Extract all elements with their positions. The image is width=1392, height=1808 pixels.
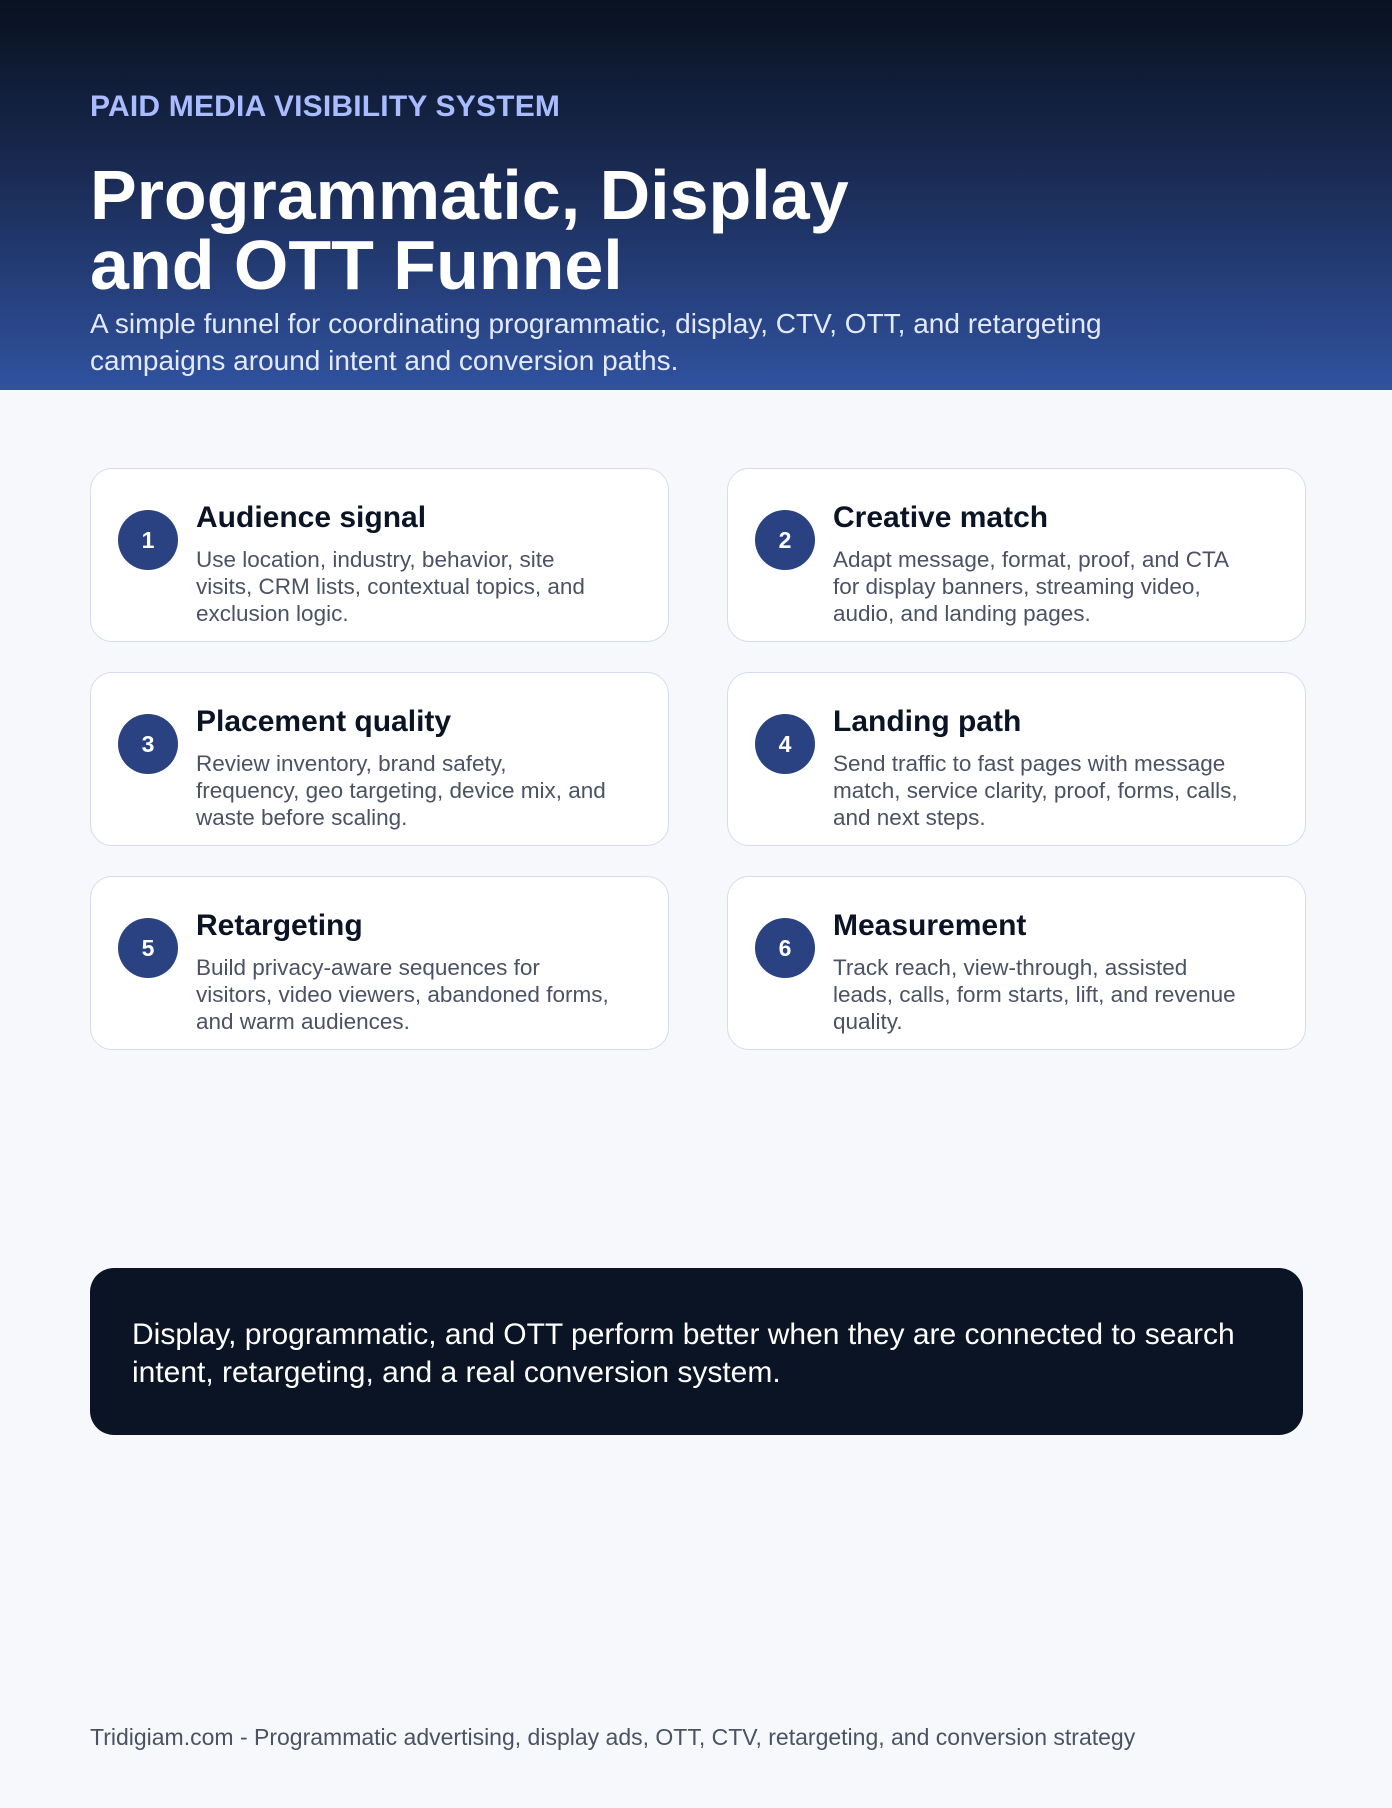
step-description: Use location, industry, behavior, site visits, CRM lists, contextual topics, and exclusion logic. xyxy=(196,547,585,626)
callout-text: Display, programmatic, and OTT perform better when they are connected to search intent, retargeting, and a real conversion system. xyxy=(132,1318,1235,1389)
step-number-badge: 1 xyxy=(118,510,178,570)
eyebrow-label: PAID MEDIA VISIBILITY SYSTEM xyxy=(90,90,561,123)
step-card-landing-path xyxy=(727,672,1306,846)
step-title: Creative match xyxy=(833,501,1049,534)
step-number-badge: 2 xyxy=(755,510,815,570)
step-title: Placement quality xyxy=(196,705,452,738)
step-description: Adapt message, format, proof, and CTA for display banners, streaming video, audio, and landing pages. xyxy=(833,547,1228,626)
step-card-retargeting xyxy=(90,876,669,1050)
step-number-badge: 6 xyxy=(755,918,815,978)
page-subtitle: A simple funnel for coordinating programmatic, display, CTV, OTT, and retargeting campaigns around intent and conversion paths. xyxy=(90,308,1102,376)
funnel-steps-grid xyxy=(90,468,1306,1050)
step-description: Review inventory, brand safety, frequency, geo targeting, device mix, and waste before scaling. xyxy=(196,751,606,830)
step-description: Build privacy-aware sequences for visitors, video viewers, abandoned forms, and warm audiences. xyxy=(196,955,609,1034)
step-card-audience-signal xyxy=(90,468,669,642)
step-title: Landing path xyxy=(833,705,1022,738)
step-title: Measurement xyxy=(833,909,1027,942)
page-footer: Tridigiam.com - Programmatic advertising, display ads, OTT, CTV, retargeting, and conversion strategy xyxy=(90,1724,1136,1750)
step-card-creative-match xyxy=(727,468,1306,642)
step-description: Track reach, view-through, assisted leads, calls, form starts, lift, and revenue quality. xyxy=(833,955,1236,1034)
step-number-badge: 5 xyxy=(118,918,178,978)
step-description: Send traffic to fast pages with message match, service clarity, proof, forms, calls, and next steps. xyxy=(833,751,1238,830)
hero-banner xyxy=(0,0,1392,390)
step-number-badge: 4 xyxy=(755,714,815,774)
step-number-badge: 3 xyxy=(118,714,178,774)
page-title: Programmatic, Display and OTT Funnel xyxy=(90,156,849,304)
step-card-placement-quality xyxy=(90,672,669,846)
step-card-measurement xyxy=(727,876,1306,1050)
summary-callout xyxy=(90,1268,1303,1435)
step-title: Audience signal xyxy=(196,501,427,534)
step-title: Retargeting xyxy=(196,909,363,942)
